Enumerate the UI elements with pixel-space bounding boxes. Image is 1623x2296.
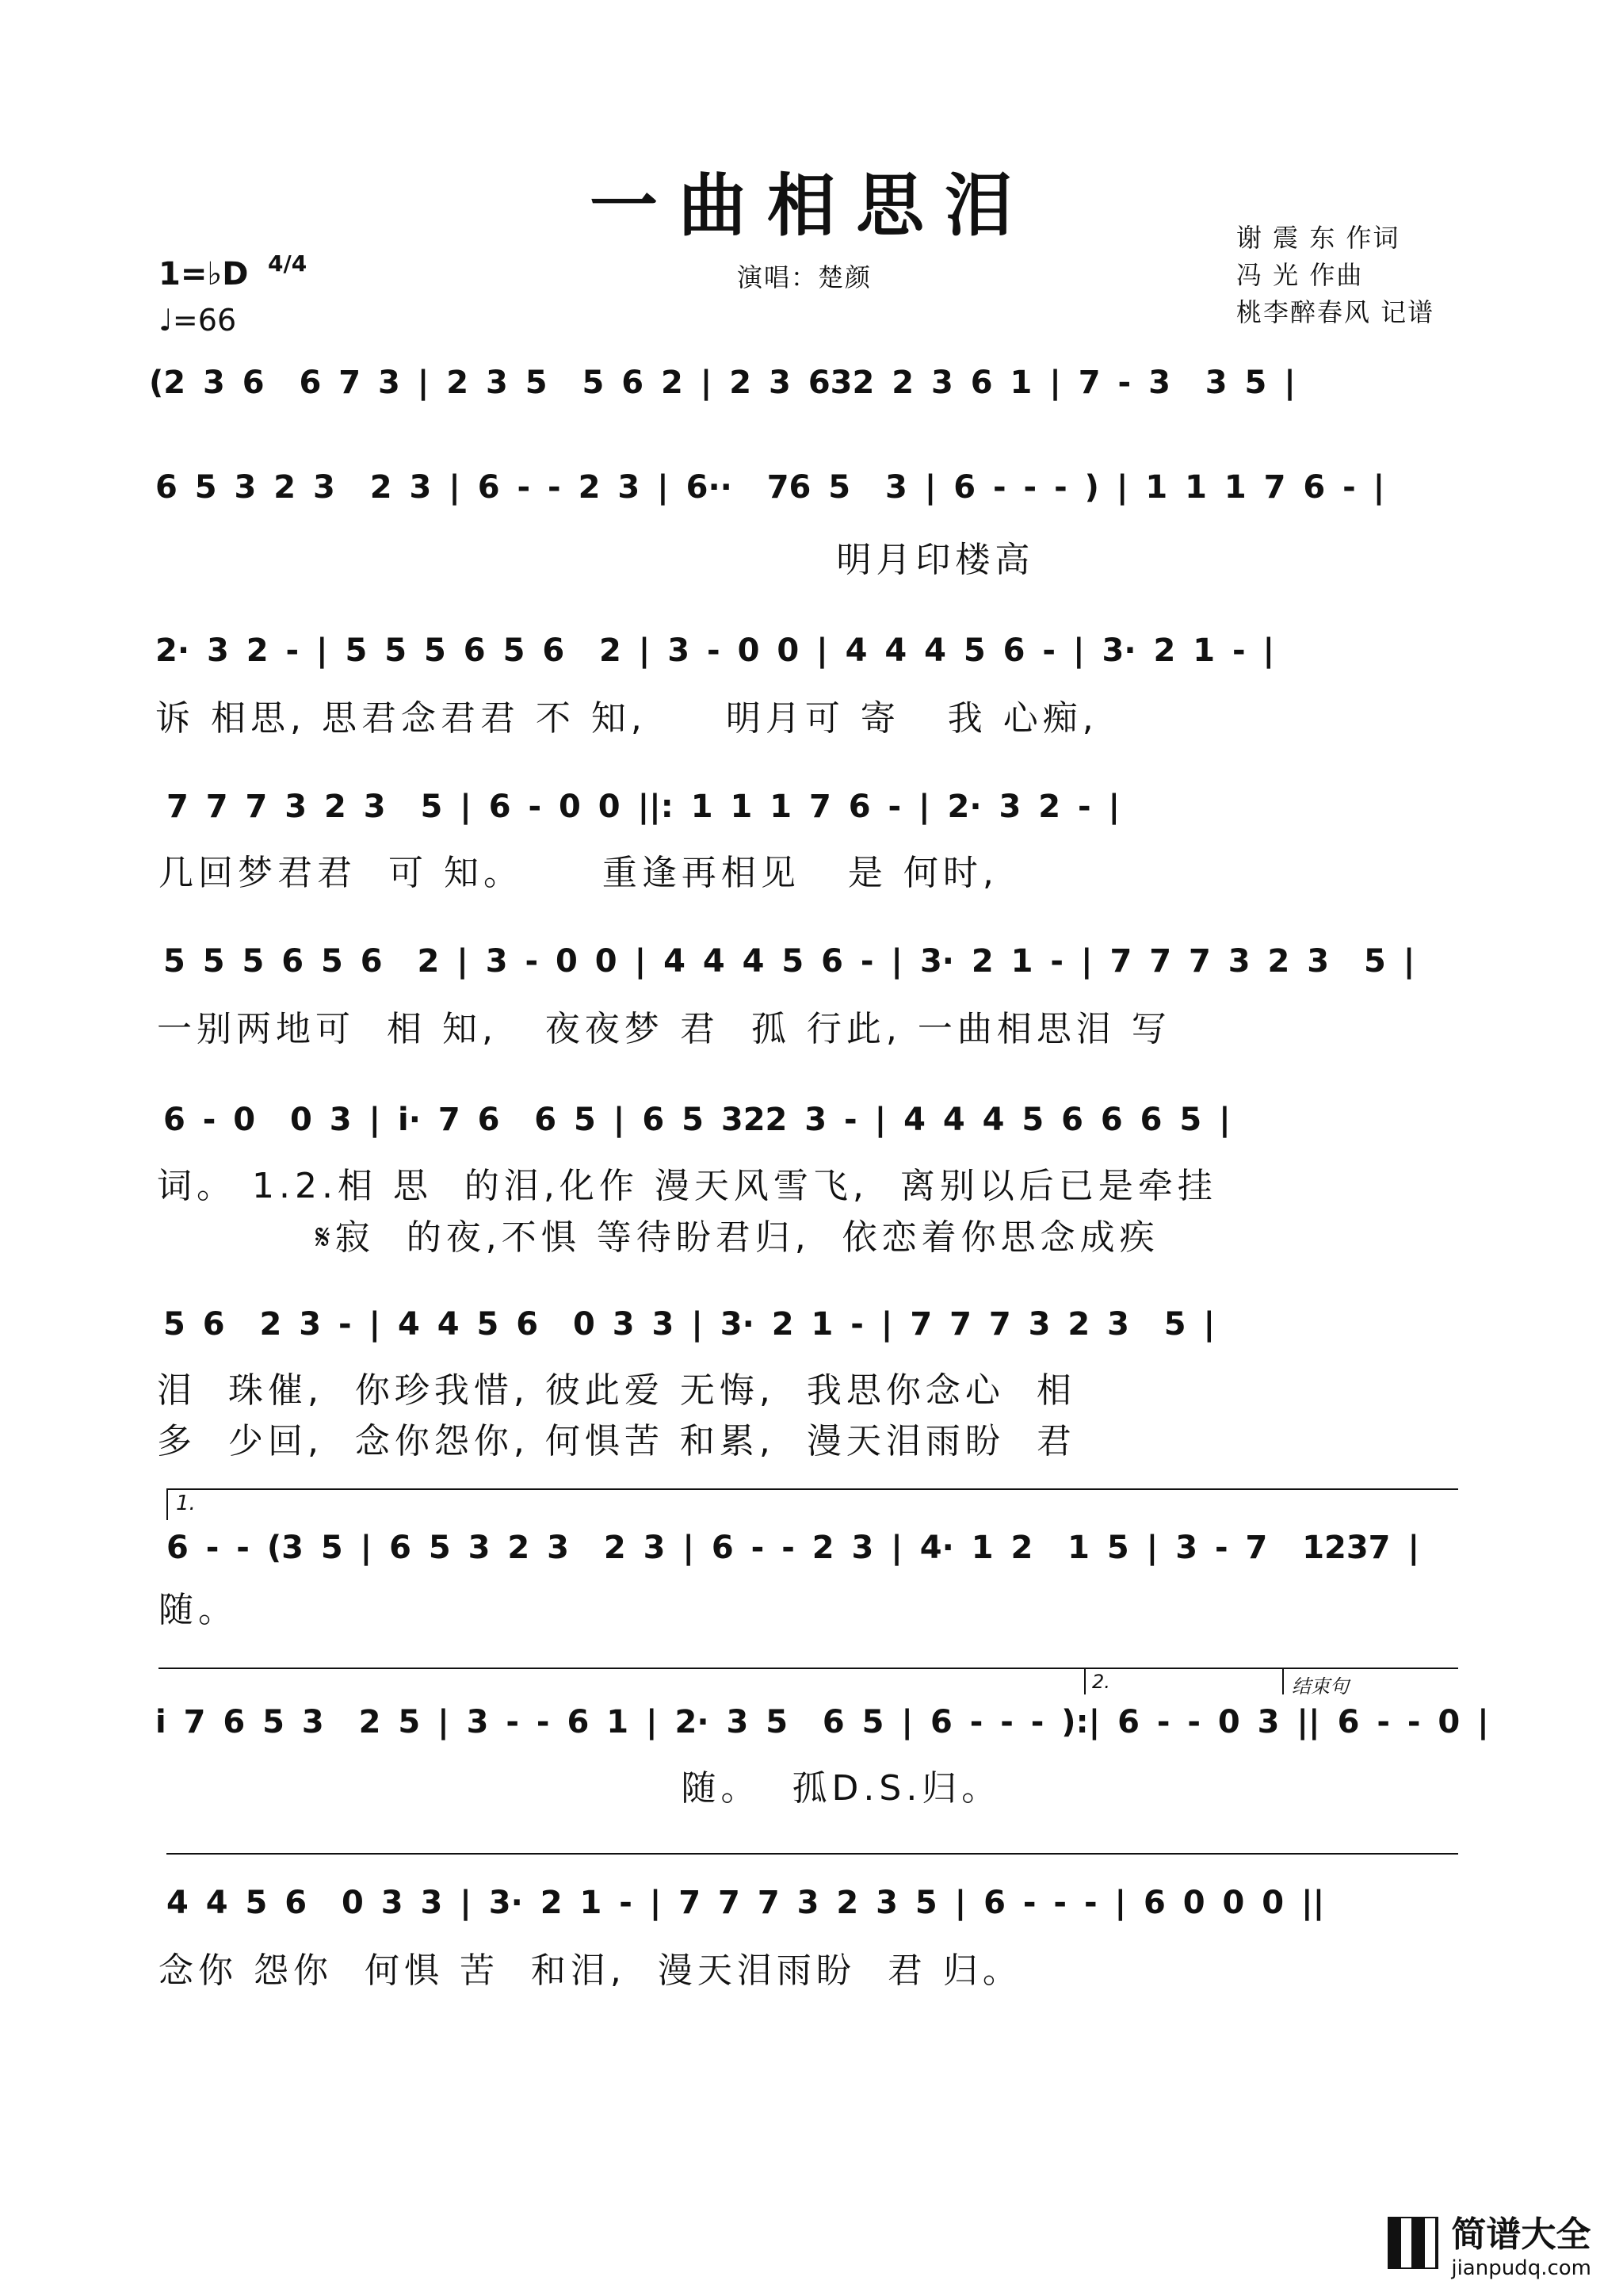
lyric-row-2: 明月印楼高	[155, 540, 1035, 580]
score-row-9: i 7 6 5 3 2 5 | 3 - - 6 1 | 2· 3 5 6 5 | 6 - - - ):| 6 - - 0 3 || 6 - - 0 |	[155, 1704, 1489, 1740]
composer-credit: 冯 光 作曲	[1236, 260, 1364, 290]
lyric-row-5: 一别两地可 相 知, 夜夜梦 君 孤 行此, 一曲相思泪 写	[157, 1009, 1171, 1049]
volta-1-hook	[166, 1488, 168, 1520]
volta-2-hook	[1084, 1668, 1086, 1694]
key-signature: 1=♭D	[158, 256, 249, 292]
lyric-row-3: 诉 相思, 思君念君君 不 知, 明月可 寄 我 心痴,	[155, 698, 1098, 739]
lyric-row-7b: 多 少回, 念你怨你, 何惧苦 和累, 漫天泪雨盼 君	[157, 1421, 1076, 1461]
lyric-row-6b: 𝄋寂 的夜,不惧 等待盼君归, 依恋着你思念成疾	[157, 1217, 1159, 1258]
volta-1-bracket	[166, 1488, 1458, 1490]
ending-label: 结束句	[1292, 1675, 1349, 1698]
score-row-10: 4 4 5 6 0 3 3 | 3· 2 1 - | 7 7 7 3 2 3 5 | 6 - - - | 6 0 0 0 ||	[166, 1885, 1325, 1921]
score-row-7: 5 6 2 3 - | 4 4 5 6 0 3 3 | 3· 2 1 - | 7 7 7 3 2 3 5 |	[163, 1306, 1216, 1343]
row-9-top-line	[158, 1668, 1458, 1669]
time-signature-text: 4/4	[268, 250, 307, 277]
piano-icon	[1388, 2217, 1438, 2269]
score-row-1: (2 3 6 6 7 3 | 2 3 5 5 6 2 | 2 3 632 2 3 6 1 | 7 - 3 3 5 |	[149, 365, 1296, 401]
volta-2-label: 2.	[1092, 1671, 1110, 1693]
score-row-2: 6 5 3 2 3 2 3 | 6 - - 2 3 | 6·· 76 5 3 | 6 - - - ) | 1 1 1 7 6 - |	[155, 469, 1385, 506]
lyricist-credit: 谢 震 东 作词	[1236, 223, 1400, 253]
transcriber-credit: 桃李醉春风 记谱	[1236, 297, 1435, 327]
lyric-row-9: 随。 孤D.S.归。	[158, 1768, 1002, 1809]
singer: 演唱：楚颜	[737, 262, 873, 292]
lyric-row-8: 随。	[158, 1590, 238, 1630]
row-10-top-line	[166, 1853, 1458, 1855]
volta-1-label: 1.	[176, 1492, 196, 1515]
time-signature	[268, 250, 307, 277]
logo-url: jianpudq.com	[1451, 2256, 1591, 2280]
score-row-5: 5 5 5 6 5 6 2 | 3 - 0 0 | 4 4 4 5 6 - | 3· 2 1 - | 7 7 7 3 2 3 5 |	[163, 943, 1415, 980]
score-row-3: 2· 3 2 - | 5 5 5 6 5 6 2 | 3 - 0 0 | 4 4 4 5 6 - | 3· 2 1 - |	[155, 632, 1275, 669]
score-row-4: 7 7 7 3 2 3 5 | 6 - 0 0 ||: 1 1 1 7 6 - | 2· 3 2 - |	[166, 789, 1121, 825]
logo-name: 简谱大全	[1451, 2214, 1591, 2255]
tempo-marking: ♩=66	[158, 303, 237, 338]
song-title: 一曲相思泪	[590, 166, 1033, 246]
lyric-row-6a: 词。 1.2.相 思 的泪,化作 漫天风雪飞, 离别以后已是牵挂	[157, 1166, 1217, 1206]
ending-hook	[1282, 1668, 1284, 1694]
score-row-6: 6 - 0 0 3 | i· 7 6 6 5 | 6 5 322 3 - | 4 4 4 5 6 6 6 5 |	[163, 1102, 1231, 1138]
lyric-row-10: 念你 怨你 何惧 苦 和泪, 漫天泪雨盼 君 归。	[158, 1950, 1022, 1991]
lyric-row-4: 几回梦君君 可 知。 重逢再相见 是 何时,	[158, 853, 999, 893]
score-row-8: 6 - - (3 5 | 6 5 3 2 3 2 3 | 6 - - 2 3 | 4· 1 2 1 5 | 3 - 7 1237 |	[166, 1530, 1420, 1566]
lyric-row-7a: 泪 珠催, 你珍我惜, 彼此爱 无悔, 我思你念心 相	[157, 1370, 1076, 1411]
site-logo	[1388, 2206, 1591, 2280]
